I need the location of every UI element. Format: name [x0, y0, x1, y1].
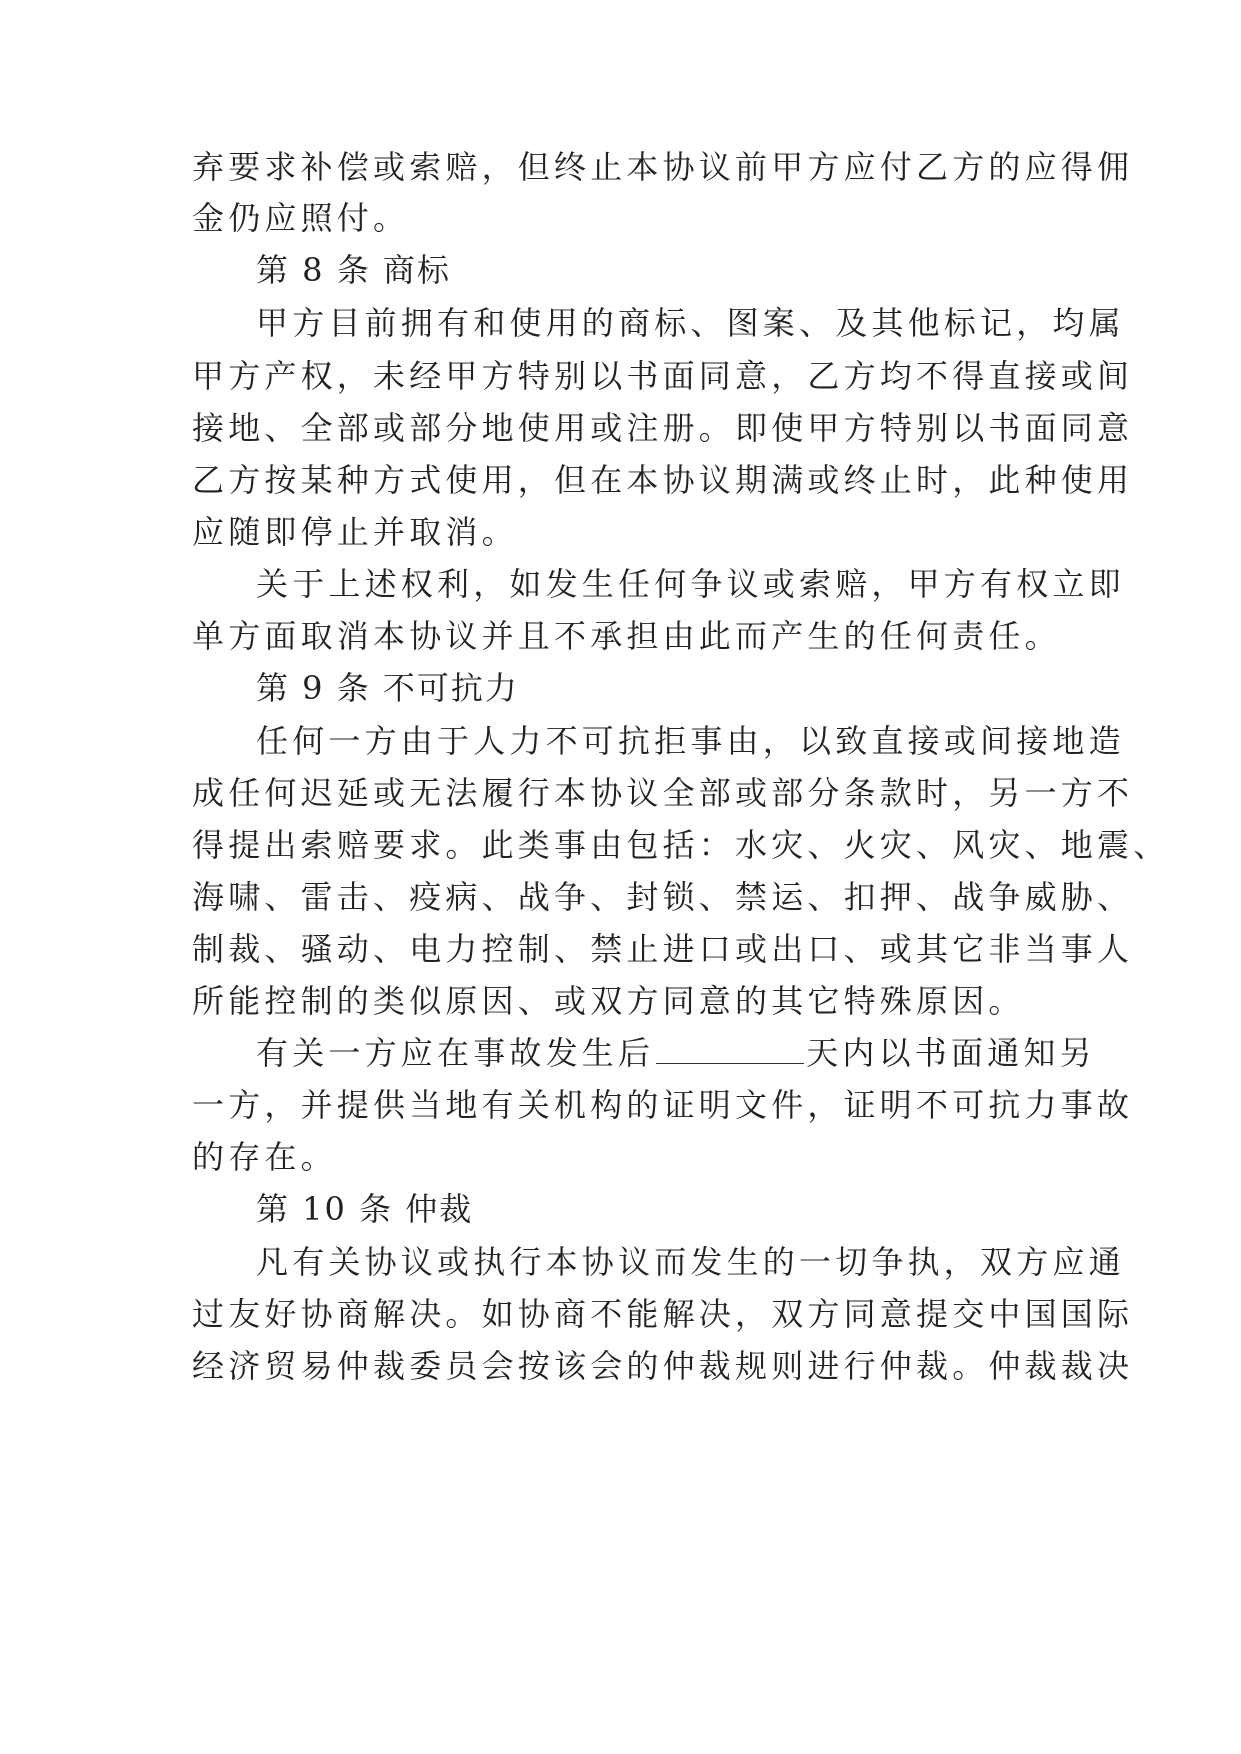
paragraph-line: 一方，并提供当地有关机构的证明文件，证明不可抗力事故	[192, 1086, 1134, 1124]
paragraph-line: 经济贸易仲裁委员会按该会的仲裁规则进行仲裁。仲裁裁决	[192, 1347, 1134, 1385]
paragraph-line: 金仍应照付。	[192, 199, 410, 237]
paragraph-line: 任何一方由于人力不可抗拒事由，以致直接或间接地造	[256, 722, 1125, 760]
paragraph-line: 所能控制的类似原因、或双方同意的其它特殊原因。	[192, 982, 1025, 1020]
paragraph-text: 天内以书面通知另	[806, 1034, 1096, 1072]
paragraph-line: 甲方目前拥有和使用的商标、图案、及其他标记，均属	[256, 304, 1125, 342]
fill-in-blank	[656, 1033, 804, 1064]
paragraph-line: 甲方产权，未经甲方特别以书面同意，乙方均不得直接或间	[192, 357, 1134, 395]
paragraph-line: 成任何迟延或无法履行本协议全部或部分条款时，另一方不	[192, 774, 1134, 812]
article-8-heading: 第 8 条 商标	[256, 251, 451, 289]
paragraph-line: 得提出索赔要求。此类事由包括：水灾、火灾、风灾、地震、	[192, 826, 1170, 864]
paragraph-line: 关于上述权利，如发生任何争议或索赔，甲方有权立即	[256, 565, 1125, 603]
paragraph-line-with-blank	[256, 1023, 1136, 1083]
article-9-heading: 第 9 条 不可抗力	[256, 669, 519, 707]
paragraph-line: 海啸、雷击、疫病、战争、封锁、禁运、扣押、战争威胁、	[192, 878, 1134, 916]
paragraph-line: 弃要求补偿或索赔，但终止本协议前甲方应付乙方的应得佣	[192, 148, 1134, 186]
paragraph-line: 过友好协商解决。如协商不能解决，双方同意提交中国国际	[192, 1295, 1134, 1333]
paragraph-line: 接地、全部或部分地使用或注册。即使甲方特别以书面同意	[192, 409, 1134, 447]
paragraph-text: 有关一方应在事故发生后	[256, 1034, 655, 1072]
paragraph-line: 制裁、骚动、电力控制、禁止进口或出口、或其它非当事人	[192, 930, 1134, 968]
paragraph-line: 凡有关协议或执行本协议而发生的一切争执，双方应通	[256, 1243, 1125, 1281]
paragraph-line: 单方面取消本协议并且不承担由此而产生的任何责任。	[192, 617, 1061, 655]
paragraph-line: 的存在。	[192, 1138, 337, 1176]
paragraph-line: 应随即停止并取消。	[192, 513, 518, 551]
article-10-heading: 第 10 条 仲裁	[256, 1190, 474, 1228]
paragraph-line: 乙方按某种方式使用，但在本协议期满或终止时，此种使用	[192, 461, 1134, 499]
